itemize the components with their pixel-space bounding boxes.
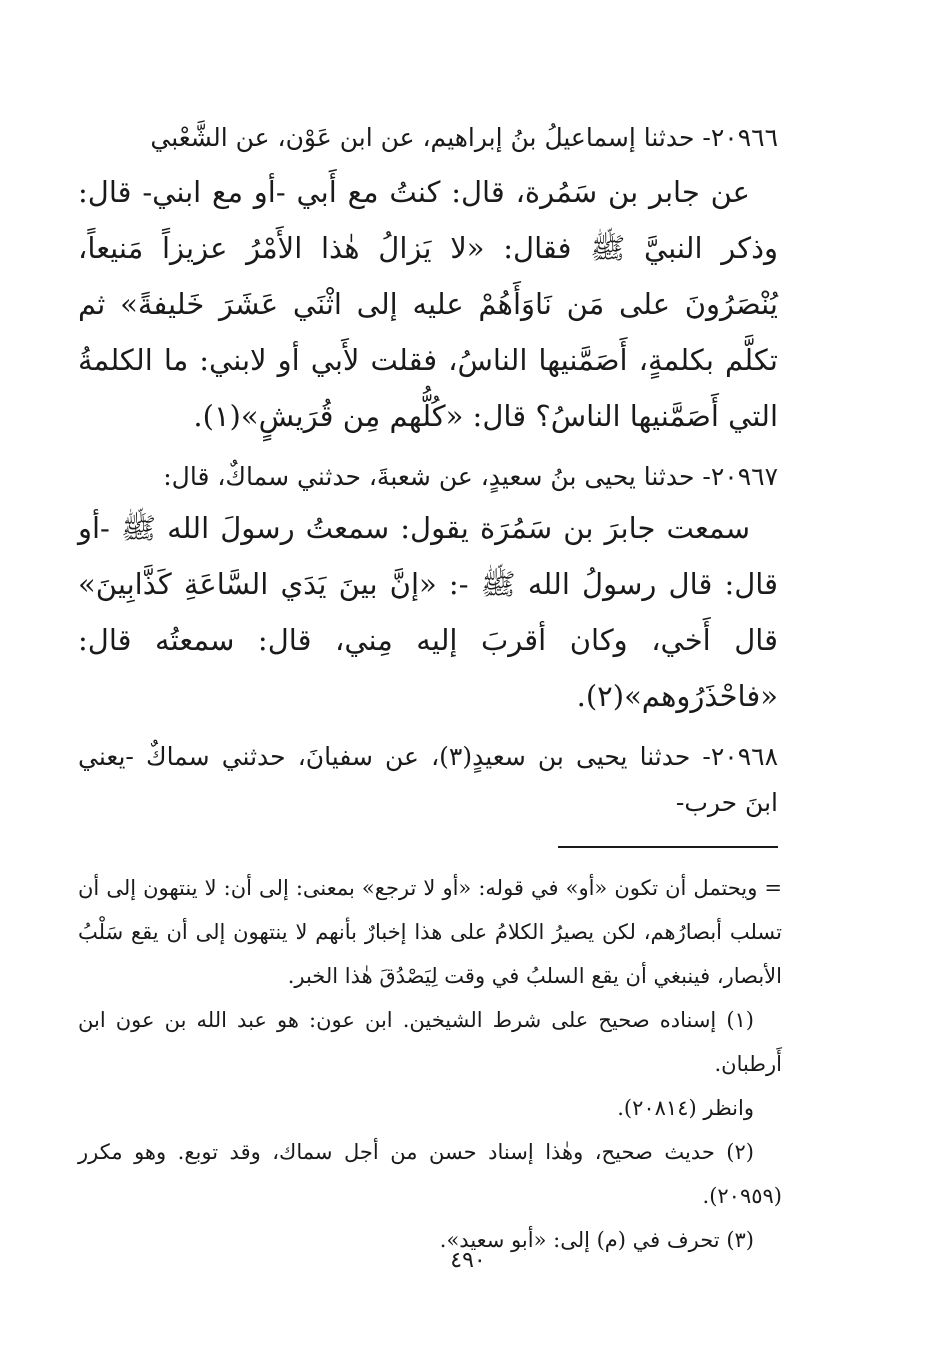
hadith-20967 bbox=[78, 454, 778, 724]
hadith-text: عن جابر بن سَمُرة، قال: كنتُ مع أَبي -أو مع ابني- قال: وذكر النبيَّ ﷺ فقال: «لا يَزالُ هٰذا الأَمْرُ عزيزاً مَنيعاً، يُنْصَرُونَ على مَن نَاوَأَهُمْ عليه إلى اثْنَي عَشَرَ خَليفةً» ثم تكلَّم بكلمةٍ، أَصَمَّنيها الناسُ، فقلت لأَبي أو لابني: ما الكلمةُ التي أَصَمَّنيها الناسُ؟ قال: «كُلُّهم مِن قُرَيشٍ»(١). bbox=[78, 175, 778, 433]
page-number: ٤٩٠ bbox=[450, 1248, 486, 1273]
footnote-2: (٢) حديث صحيح، وهٰذا إسناد حسن من أجل سماك، وقد توبع. وهو مكرر (٢٠٩٥٩). bbox=[78, 1140, 782, 1208]
footnote-continuation: = ويحتمل أن تكون «أو» في قوله: «أو لا ترجع» بمعنى: إلى أن: لا ينتهون إلى أن تسلب أبصارُهم، لكن يصيرُ الكلامُ على هذا إخبارٌ بأنهم لا ينتهون إلى أن يقع سَلْبُ الأبصار، فينبغي أن يقع السلبُ في وقت لِيَصْدُقَ هٰذا الخبر. bbox=[78, 876, 782, 988]
hadith-20966 bbox=[78, 112, 778, 444]
divider-line bbox=[558, 846, 778, 848]
hadith-text: سمعت جابرَ بن سَمُرَة يقول: سمعتُ رسولَ الله ﷺ -أو قال: قال رسولُ الله ﷺ -: «إنَّ بينَ يَدَي السَّاعَةِ كَذَّابِينَ» قال أَخي، وكان أقربَ إليه مِني، قال: سمعتُه قال: «فاحْذَرُوهم»(٢). bbox=[78, 511, 778, 713]
hadith-chain: ٢٠٩٦٦- حدثنا إسماعيلُ بنُ إبراهيم، عن ابن عَوْن، عن الشَّعْبي bbox=[150, 123, 778, 152]
hadith-chain: ٢٠٩٦٧- حدثنا يحيى بنُ سعيدٍ، عن شعبةَ، حدثني سماكٌ، قال: bbox=[163, 462, 778, 491]
hadith-20968 bbox=[78, 734, 778, 826]
footnotes bbox=[78, 866, 782, 1262]
footnote-3: (٣) تحرف في (م) إلى: «أبو سعيد». bbox=[439, 1228, 754, 1252]
footnote-1: (١) إسناده صحيح على شرط الشيخين. ابن عون: هو عبد الله بن عون ابن أَرطبان. bbox=[78, 1008, 782, 1076]
footnote-1-see-also: وانظر (٢٠٨١٤). bbox=[617, 1096, 754, 1120]
hadith-chain: ٢٠٩٦٨- حدثنا يحيى بن سعيدٍ(٣)، عن سفيانَ، حدثني سماكٌ -يعني ابنَ حرب- bbox=[78, 742, 778, 817]
main-text bbox=[78, 112, 778, 836]
